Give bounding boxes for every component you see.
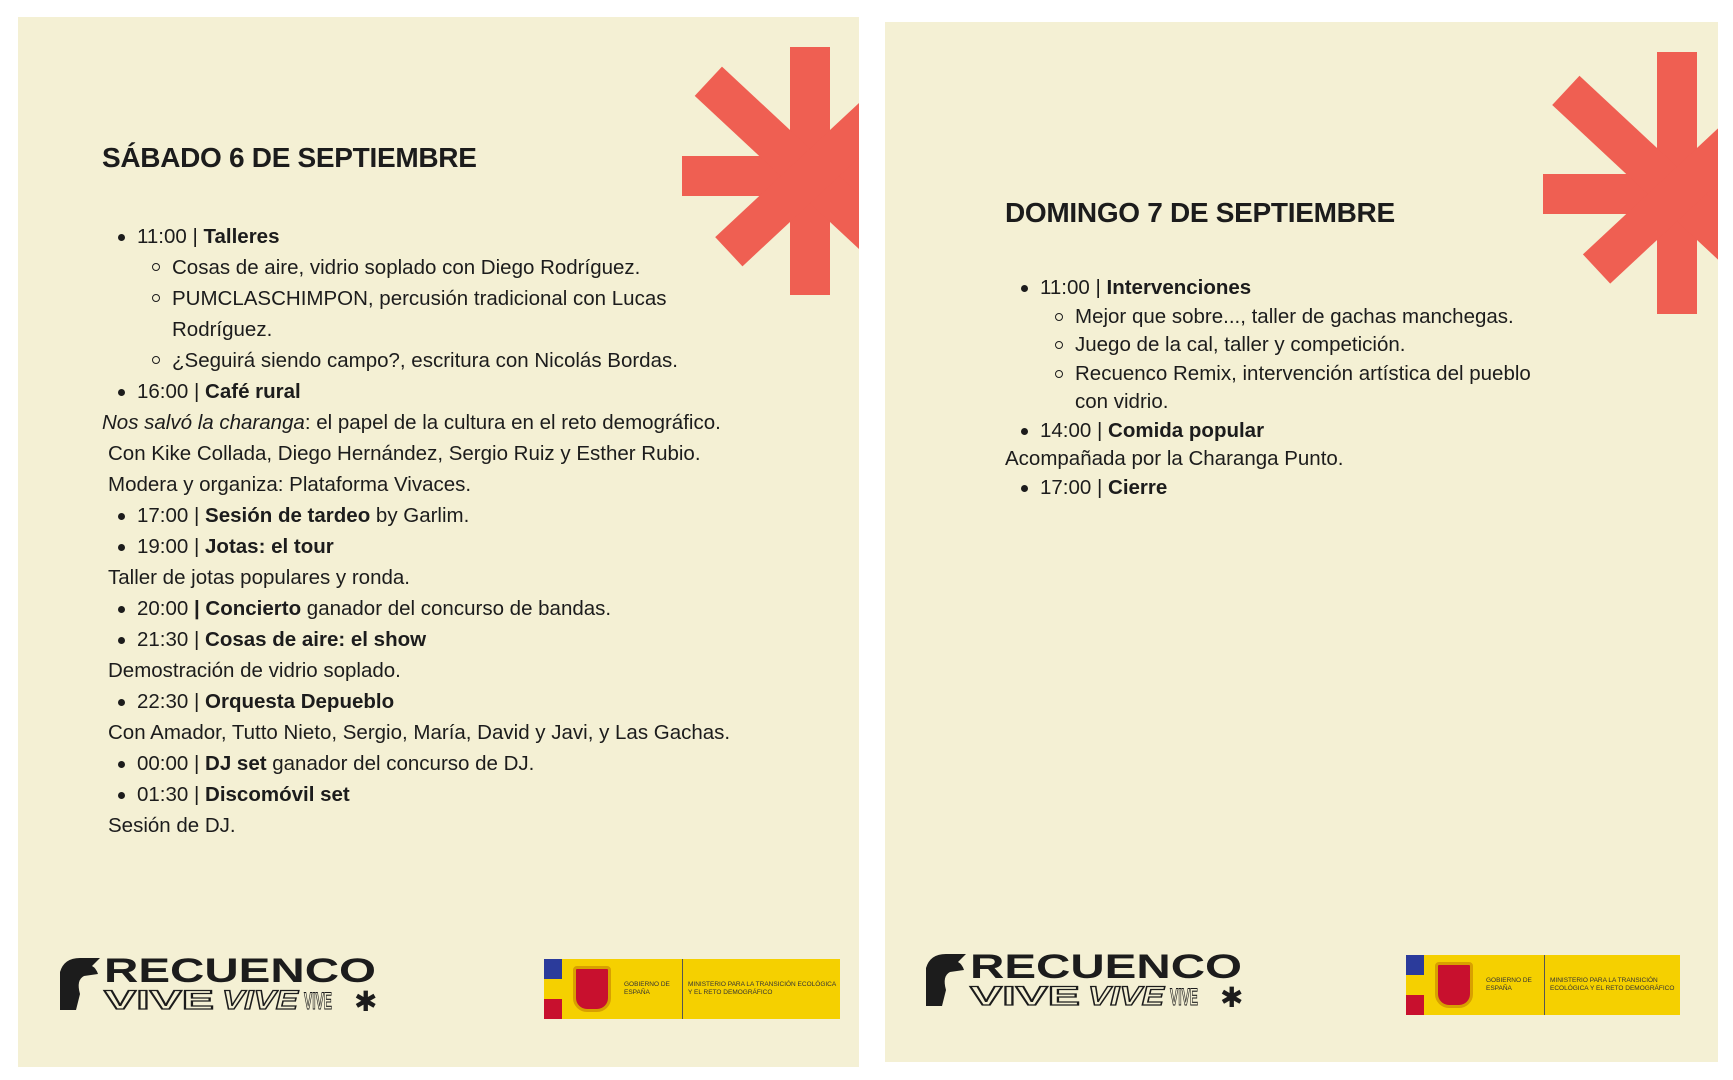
recuenco-vive-logo [924, 950, 1244, 1010]
sunday-title: DOMINGO 7 DE SEPTIEMBRE [1005, 197, 1395, 228]
gov-label: GOBIERNO DE ESPAÑA [622, 959, 683, 1019]
svg-text:VIVE: VIVE [970, 981, 1080, 1010]
government-logo [544, 959, 840, 1019]
list-item: 22:30 | Orquesta Depueblo [102, 686, 730, 717]
event-description: Sesión de DJ. [108, 814, 236, 837]
list-item-continuation: Rodríguez. [172, 318, 273, 341]
list-item: 20:00 | Concierto ganador del concurso de bandas. [102, 593, 730, 624]
list-item: 17:00 | Sesión de tardeo by Garlim. [102, 500, 730, 531]
list-item: 21:30 | Cosas de aire: el show [102, 624, 730, 655]
svg-text:VIVE: VIVE [104, 985, 214, 1014]
list-item: Mejor que sobre..., taller de gachas manchegas. [1005, 303, 1531, 332]
list-item: Recuenco Remix, intervención artística del pueblo [1005, 360, 1531, 389]
svg-text:VIVE: VIVE [1170, 984, 1198, 1010]
recuenco-vive-logo [58, 954, 378, 1014]
event-description: Acompañada por la Charanga Punto. [1005, 447, 1344, 470]
list-item: ¿Seguirá siendo campo?, escritura con Nicolás Bordas. [102, 345, 730, 376]
mountain-head-icon [60, 958, 100, 1010]
ministry-label: MINISTERIO PARA LA TRANSICIÓN ECOLÓGICA Y EL RETO DEMOGRÁFICO [1545, 955, 1680, 1015]
list-item: 01:30 | Discomóvil set [102, 779, 730, 810]
spanish-crest-icon [573, 966, 611, 1012]
list-item: 00:00 | DJ set ganador del concurso de DJ. [102, 748, 730, 779]
event-description: Modera y organiza: Plataforma Vivaces. [108, 473, 472, 496]
list-item: 11:00 | Intervenciones [1005, 274, 1531, 303]
event-description: Con Amador, Tutto Nieto, Sergio, María, David y Javi, y Las Gachas. [108, 721, 731, 744]
event-description: Demostración de vidrio soplado. [108, 659, 401, 682]
list-item: 14:00 | Comida popular [1005, 417, 1531, 446]
mountain-head-icon [926, 954, 966, 1006]
list-item: 16:00 | Café rural [102, 376, 730, 407]
government-logo [1406, 955, 1680, 1015]
list-item: PUMCLASCHIMPON, percusión tradicional con Lucas [102, 283, 730, 314]
ministry-label: MINISTERIO PARA LA TRANSICIÓN ECOLÓGICA Y EL RETO DEMOGRÁFICO [683, 959, 840, 1019]
gov-label: GOBIERNO DE ESPAÑA [1484, 955, 1545, 1015]
svg-text:RECUENCO: RECUENCO [104, 954, 376, 990]
svg-text:RECUENCO: RECUENCO [970, 950, 1242, 986]
svg-text:✱: ✱ [354, 985, 378, 1014]
event-description: Nos salvó la charanga: el papel de la cultura en el reto demográfico. [102, 411, 721, 434]
list-item: 19:00 | Jotas: el tour [102, 531, 730, 562]
list-item: 11:00 | Talleres [102, 221, 730, 252]
list-item: Cosas de aire, vidrio soplado con Diego Rodríguez. [102, 252, 730, 283]
event-description: Taller de jotas populares y ronda. [108, 566, 410, 589]
spanish-crest-icon [1435, 962, 1473, 1008]
svg-text:VIVE: VIVE [222, 985, 300, 1014]
svg-text:VIVE: VIVE [304, 988, 332, 1014]
saturday-title: SÁBADO 6 DE SEPTIEMBRE [102, 142, 477, 173]
svg-text:VIVE: VIVE [1088, 981, 1166, 1010]
saturday-panel [18, 17, 859, 1067]
list-item: 17:00 | Cierre [1005, 474, 1531, 503]
saturday-schedule [102, 221, 730, 841]
event-description: Con Kike Collada, Diego Hernández, Sergio Ruiz y Esther Rubio. [108, 442, 701, 465]
sunday-panel [885, 22, 1718, 1062]
list-item-continuation: con vidrio. [1075, 390, 1169, 413]
sunday-schedule [1005, 274, 1531, 502]
asterisk-icon [1543, 52, 1718, 314]
svg-text:✱: ✱ [1220, 981, 1244, 1010]
list-item: Juego de la cal, taller y competición. [1005, 331, 1531, 360]
